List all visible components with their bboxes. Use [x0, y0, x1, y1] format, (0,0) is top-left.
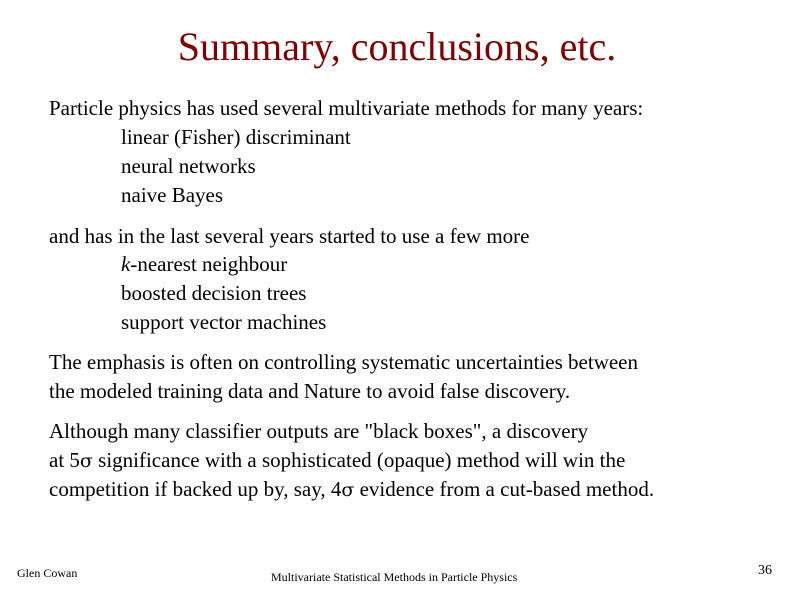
sigma-symbol: σ [79, 450, 93, 472]
emphasis-line: The emphasis is often on controlling systematic uncertainties between [49, 350, 639, 374]
intro-lead: Particle physics has used several multivariate methods for many years: [49, 96, 644, 120]
method-item: support vector machines [121, 310, 327, 334]
closing-line [49, 477, 654, 502]
method-item: naive Bayes [121, 183, 224, 207]
recent-lead: and has in the last several years started to use a few more [49, 224, 530, 248]
closing-text: evidence from a cut-based method. [354, 477, 655, 501]
page-number: 36 [758, 563, 772, 578]
footer-course: Multivariate Statistical Methods in Particle Physics [271, 570, 518, 584]
k-variable: k [121, 252, 131, 276]
sigma-symbol: σ [341, 479, 355, 501]
closing-text: significance with a sophisticated (opaque) method will win the [92, 448, 626, 472]
method-item: boosted decision trees [121, 281, 307, 305]
method-item: neural networks [121, 154, 256, 178]
closing-line: Although many classifier outputs are "black boxes", a discovery [49, 419, 589, 443]
footer-author: Glen Cowan [17, 566, 78, 580]
closing-line [49, 448, 625, 473]
knn-label: -nearest neighbour [130, 252, 288, 276]
closing-text: competition if backed up by, say, 4 [49, 477, 342, 501]
slide-title: Summary, conclusions, etc. [177, 24, 617, 69]
emphasis-line: the modeled training data and Nature to avoid false discovery. [49, 379, 571, 403]
closing-text: at 5 [49, 448, 80, 472]
method-item-knn [121, 252, 287, 276]
method-item: linear (Fisher) discriminant [121, 125, 351, 149]
